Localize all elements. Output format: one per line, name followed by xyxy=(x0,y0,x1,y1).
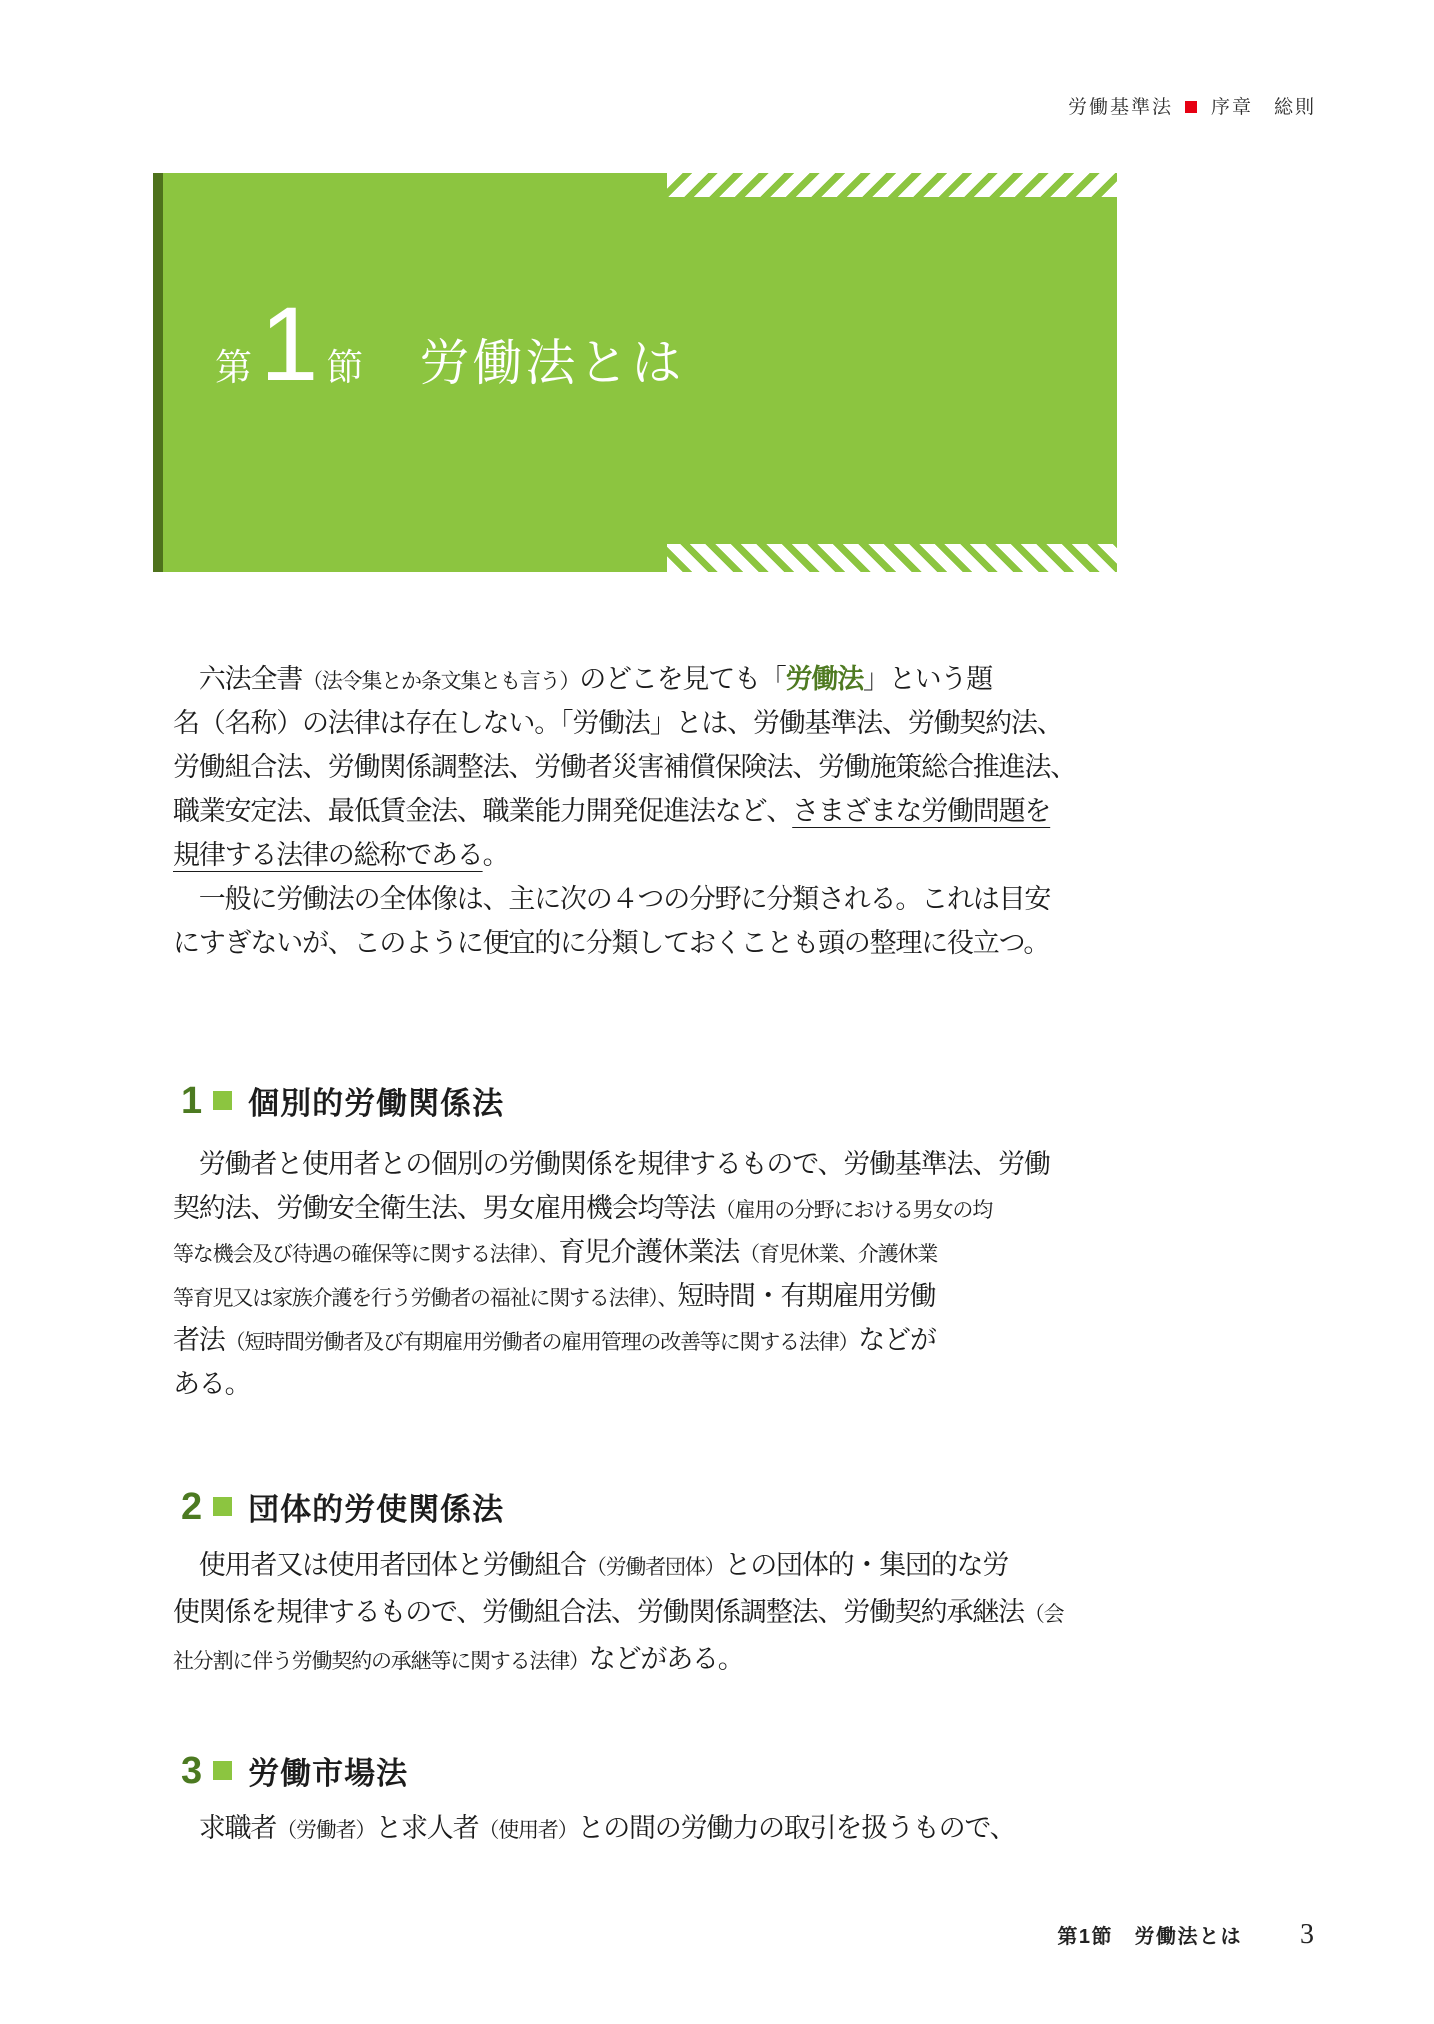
text-run: 職業安定法、最低賃金法、職業能力開発促進法など、 xyxy=(173,796,793,826)
banner-title xyxy=(215,286,685,403)
banner-section-number: 1 xyxy=(260,286,319,403)
banner-section-prefix: 第 xyxy=(215,347,252,388)
section-banner xyxy=(153,173,1117,572)
banner-section-title: 労働法とは xyxy=(419,335,685,391)
text-run: 規律する法律の総称である xyxy=(173,840,483,870)
text-line xyxy=(173,1318,1073,1362)
text-run: 短時間・有期雇用労働 xyxy=(677,1281,936,1311)
text-line xyxy=(173,921,1073,965)
text-run: さまざまな労働問題を xyxy=(792,796,1051,826)
section-heading-2 xyxy=(181,1484,504,1529)
text-line xyxy=(173,1589,1073,1636)
running-head xyxy=(1068,96,1316,120)
section-3-paragraph xyxy=(173,1806,1073,1850)
text-line xyxy=(173,1274,1073,1318)
text-run: 」という題 xyxy=(863,664,993,694)
text-run: のどこを見ても「 xyxy=(579,664,786,694)
heading-number: 2 xyxy=(181,1485,203,1528)
heading-title: 団体的労使関係法 xyxy=(248,1492,505,1527)
text-run: との団体的・集団的な労 xyxy=(724,1550,1009,1580)
heading-title: 労働市場法 xyxy=(248,1756,409,1791)
heading-number: 3 xyxy=(181,1749,203,1792)
text-run: 使用者又は使用者団体と労働組合 xyxy=(173,1550,586,1580)
text-run: 使関係を規律するもので、労働組合法、労働関係調整法、労働契約承継法 xyxy=(173,1597,1024,1627)
text-line xyxy=(173,1636,1073,1683)
text-line xyxy=(173,1362,1073,1406)
text-run: 等な機会及び待遇の確保等に関する法律）、 xyxy=(173,1242,559,1266)
text-run: 一般に労働法の全体像は、主に次の４つの分野に分類される。これは目安 xyxy=(173,884,1051,914)
text-run: 契約法、労働安全衛生法、男女雇用機会均等法 xyxy=(173,1193,715,1223)
heading-square-icon xyxy=(213,1497,232,1516)
text-run: 名（名称）の法律は存在しない。「労働法」とは、労働基準法、労働契約法、 xyxy=(173,708,1063,738)
text-line xyxy=(173,1806,1073,1850)
text-line xyxy=(173,833,1073,877)
text-run: （会 xyxy=(1023,1602,1064,1626)
running-head-book-title: 労働基準法 xyxy=(1067,97,1173,118)
text-line xyxy=(173,657,1073,701)
section-heading-3 xyxy=(181,1748,408,1793)
diagonal-stripes-bottom xyxy=(667,544,1117,572)
page-number: 3 xyxy=(1300,1919,1314,1950)
page-footer xyxy=(1057,1919,1314,1951)
text-line xyxy=(173,1186,1073,1230)
text-run: 者法 xyxy=(173,1325,225,1355)
text-run: 等育児又は家族介護を行う労働者の福祉に関する法律）、 xyxy=(173,1286,678,1310)
text-run: 求職者 xyxy=(173,1813,277,1843)
text-run: 労働者と使用者との個別の労働関係を規律するもので、労働基準法、労働 xyxy=(173,1149,1050,1179)
intro-paragraph xyxy=(173,657,1076,965)
running-head-chapter: 序章 総則 xyxy=(1210,97,1316,118)
text-line xyxy=(173,1142,1073,1186)
section-heading-1 xyxy=(181,1078,504,1123)
section-2-paragraph xyxy=(173,1542,1073,1683)
text-run: ある。 xyxy=(173,1369,251,1399)
banner-accent-bar xyxy=(153,173,163,572)
text-run: （法令集とか条文集とも言う） xyxy=(302,669,580,693)
text-run: などがある。 xyxy=(588,1644,744,1674)
text-run: 社分割に伴う労働契約の承継等に関する法律） xyxy=(173,1649,589,1673)
text-line xyxy=(173,789,1073,833)
diagonal-stripes-top xyxy=(667,173,1117,197)
footer-section-label: 第1節 労働法とは xyxy=(1057,1926,1242,1948)
text-run: （労働者） xyxy=(276,1818,376,1842)
text-run: にすぎないが、このように便宜的に分類しておくことも頭の整理に役立つ。 xyxy=(173,928,1050,958)
text-run: （雇用の分野における男女の均 xyxy=(714,1198,993,1222)
section-1-paragraph xyxy=(173,1142,1073,1406)
red-square-icon xyxy=(1185,101,1197,113)
text-run: 育児介護休業法 xyxy=(558,1237,740,1267)
heading-number: 1 xyxy=(181,1079,203,1122)
text-run: （労働者団体） xyxy=(585,1555,725,1579)
text-line xyxy=(173,1230,1073,1274)
heading-title: 個別的労働関係法 xyxy=(248,1086,505,1121)
text-run: との間の労働力の取引を扱うもので、 xyxy=(577,1813,1016,1843)
text-run: 。 xyxy=(482,840,509,870)
text-run: などが xyxy=(858,1325,936,1355)
text-line xyxy=(173,1542,1073,1589)
text-run: 六法全書 xyxy=(173,664,302,694)
banner-section-suffix: 節 xyxy=(326,347,364,388)
text-line xyxy=(173,877,1073,921)
text-run: 労働法 xyxy=(785,664,864,694)
text-run: （育児休業、介護休業 xyxy=(739,1242,938,1266)
heading-square-icon xyxy=(213,1091,232,1110)
heading-square-icon xyxy=(213,1761,232,1780)
text-run: （短時間労働者及び有期雇用労働者の雇用管理の改善等に関する法律） xyxy=(224,1330,859,1354)
text-line xyxy=(173,701,1073,745)
text-run: と求人者 xyxy=(375,1813,479,1843)
text-run: （使用者） xyxy=(478,1818,578,1842)
text-run: 労働組合法、労働関係調整法、労働者災害補償保険法、労働施策総合推進法、 xyxy=(173,752,1076,782)
text-line xyxy=(173,745,1076,789)
